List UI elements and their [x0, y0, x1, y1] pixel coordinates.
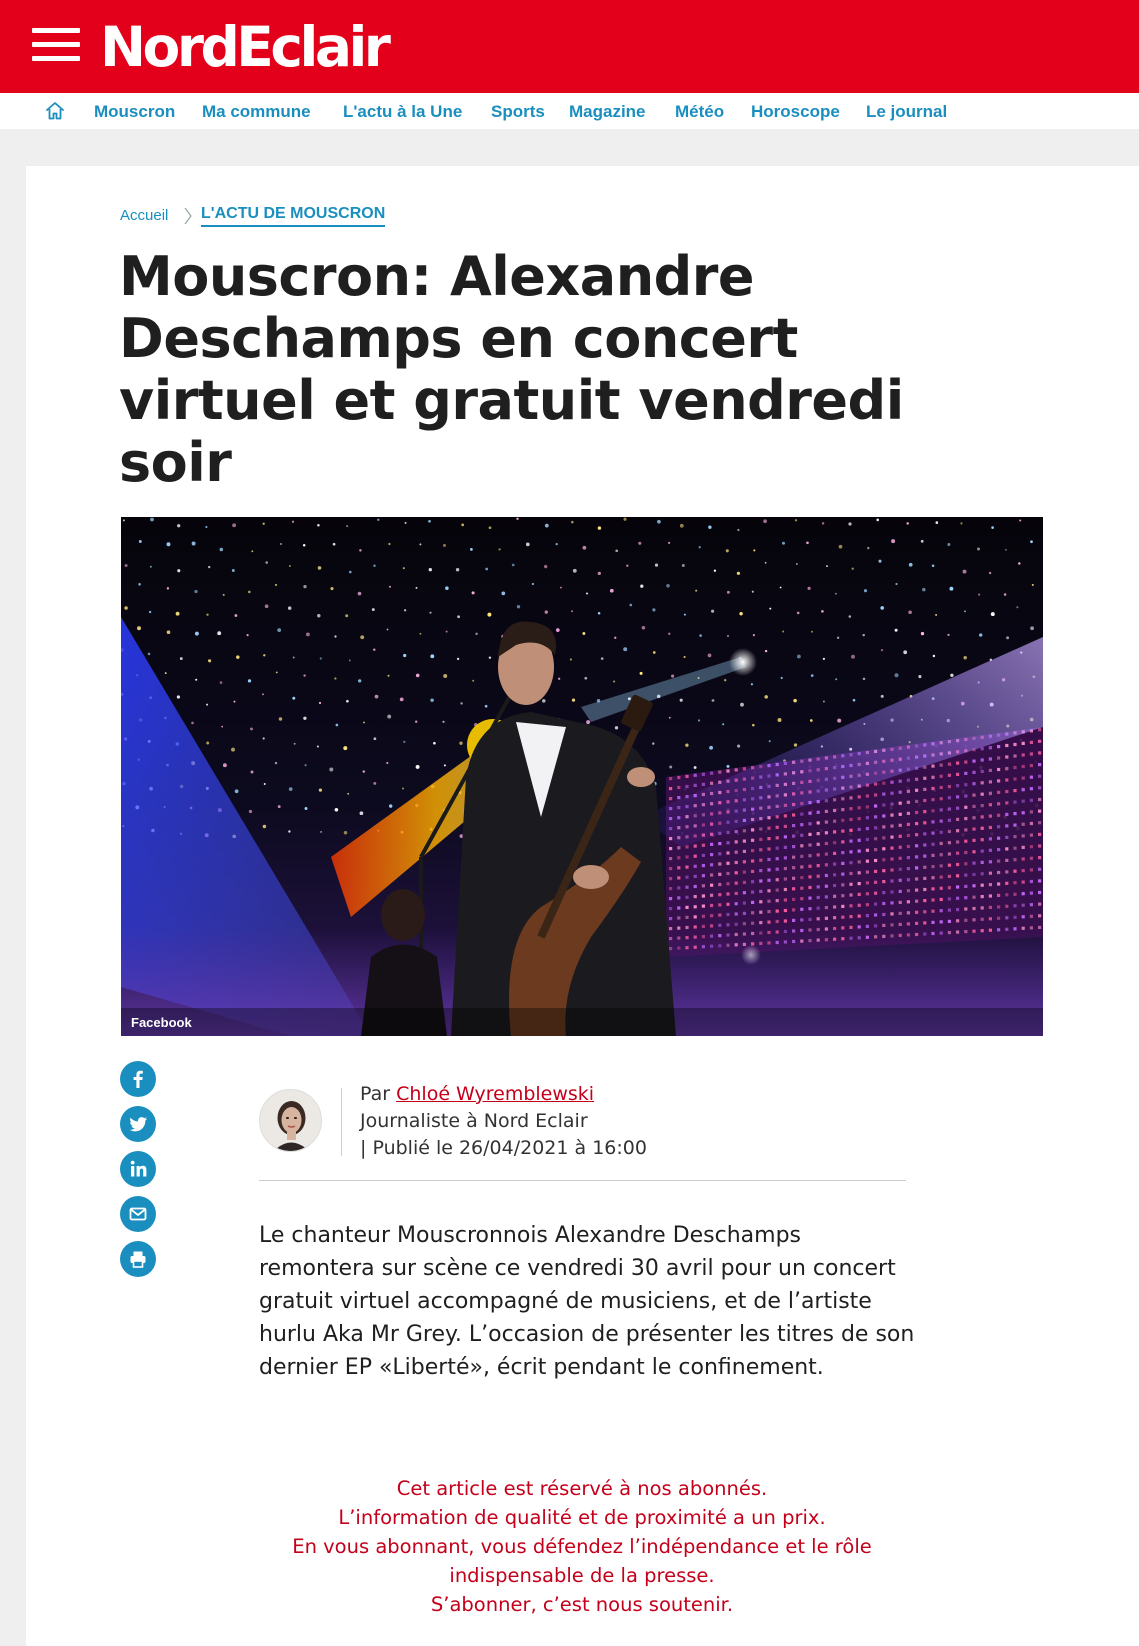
- author-divider: [341, 1088, 342, 1156]
- twitter-icon: [120, 1106, 156, 1142]
- article-title: Mouscron: Alexandre Deschamps en concert virtuel et gratuit vendredi soir: [119, 245, 904, 494]
- article-hero-image: [121, 517, 1043, 1036]
- share-email-button[interactable]: [120, 1196, 156, 1232]
- nav-item-magazine[interactable]: Magazine: [569, 102, 646, 121]
- paywall-message: [252, 1474, 912, 1619]
- breadcrumb-home-link[interactable]: Accueil: [120, 207, 169, 224]
- share-facebook-button[interactable]: [120, 1061, 156, 1097]
- home-icon[interactable]: [44, 100, 66, 122]
- linkedin-icon: [120, 1151, 156, 1187]
- share-twitter-button[interactable]: [120, 1106, 156, 1142]
- nav-item-meteo[interactable]: Météo: [675, 102, 725, 121]
- author-role: Journaliste à Nord Eclair: [360, 1110, 588, 1132]
- author-avatar: [259, 1089, 322, 1152]
- top-header-bar: [0, 0, 1139, 93]
- hamburger-menu-icon[interactable]: [32, 28, 80, 62]
- breadcrumb-section-link[interactable]: L'ACTU DE MOUSCRON: [201, 205, 385, 227]
- byline-prefix: Par: [360, 1083, 391, 1105]
- nav-item-le-journal[interactable]: Le journal: [866, 102, 948, 121]
- print-icon: [120, 1241, 156, 1277]
- nav-item-sports[interactable]: Sports: [491, 102, 545, 121]
- nav-item-horoscope[interactable]: Horoscope: [751, 102, 840, 121]
- image-credit: Facebook: [131, 1015, 192, 1030]
- paywall-line: En vous abonnant, vous défendez l’indépendance et le rôle: [292, 1535, 872, 1558]
- nav-item-mouscron[interactable]: Mouscron: [94, 102, 176, 121]
- separator-rule: [259, 1180, 906, 1181]
- share-linkedin-button[interactable]: [120, 1151, 156, 1187]
- facebook-icon: [120, 1061, 156, 1097]
- chevron-right-icon: [182, 205, 194, 227]
- main-nav: [0, 93, 1139, 129]
- nav-item-ma-commune[interactable]: Ma commune: [202, 102, 311, 121]
- paywall-line: L’information de qualité et de proximité a un prix.: [338, 1506, 826, 1529]
- email-icon: [120, 1196, 156, 1232]
- nav-item-actu-une[interactable]: L'actu à la Une: [343, 102, 463, 121]
- author-byline: [360, 1081, 594, 1108]
- paywall-line: indispensable de la presse.: [449, 1564, 715, 1587]
- article-lead-paragraph: Le chanteur Mouscronnois Alexandre Deschamps remontera sur scène ce vendredi 30 avril pour un concert gratuit virtuel accompagné de musiciens, et de l’artiste hurlu Aka Mr Grey. L’occasion de présenter les titres de son dernier EP «Liberté», écrit pendant le confinement.: [259, 1223, 915, 1380]
- paywall-line: S’abonner, c’est nous soutenir.: [430, 1593, 734, 1616]
- author-name-link[interactable]: Chloé Wyremblewski: [396, 1083, 595, 1105]
- share-print-button[interactable]: [120, 1241, 156, 1277]
- publish-date: | Publié le 26/04/2021 à 16:00: [360, 1137, 647, 1159]
- paywall-line: Cet article est réservé à nos abonnés.: [396, 1477, 768, 1500]
- site-logo[interactable]: NordEclair: [100, 15, 388, 79]
